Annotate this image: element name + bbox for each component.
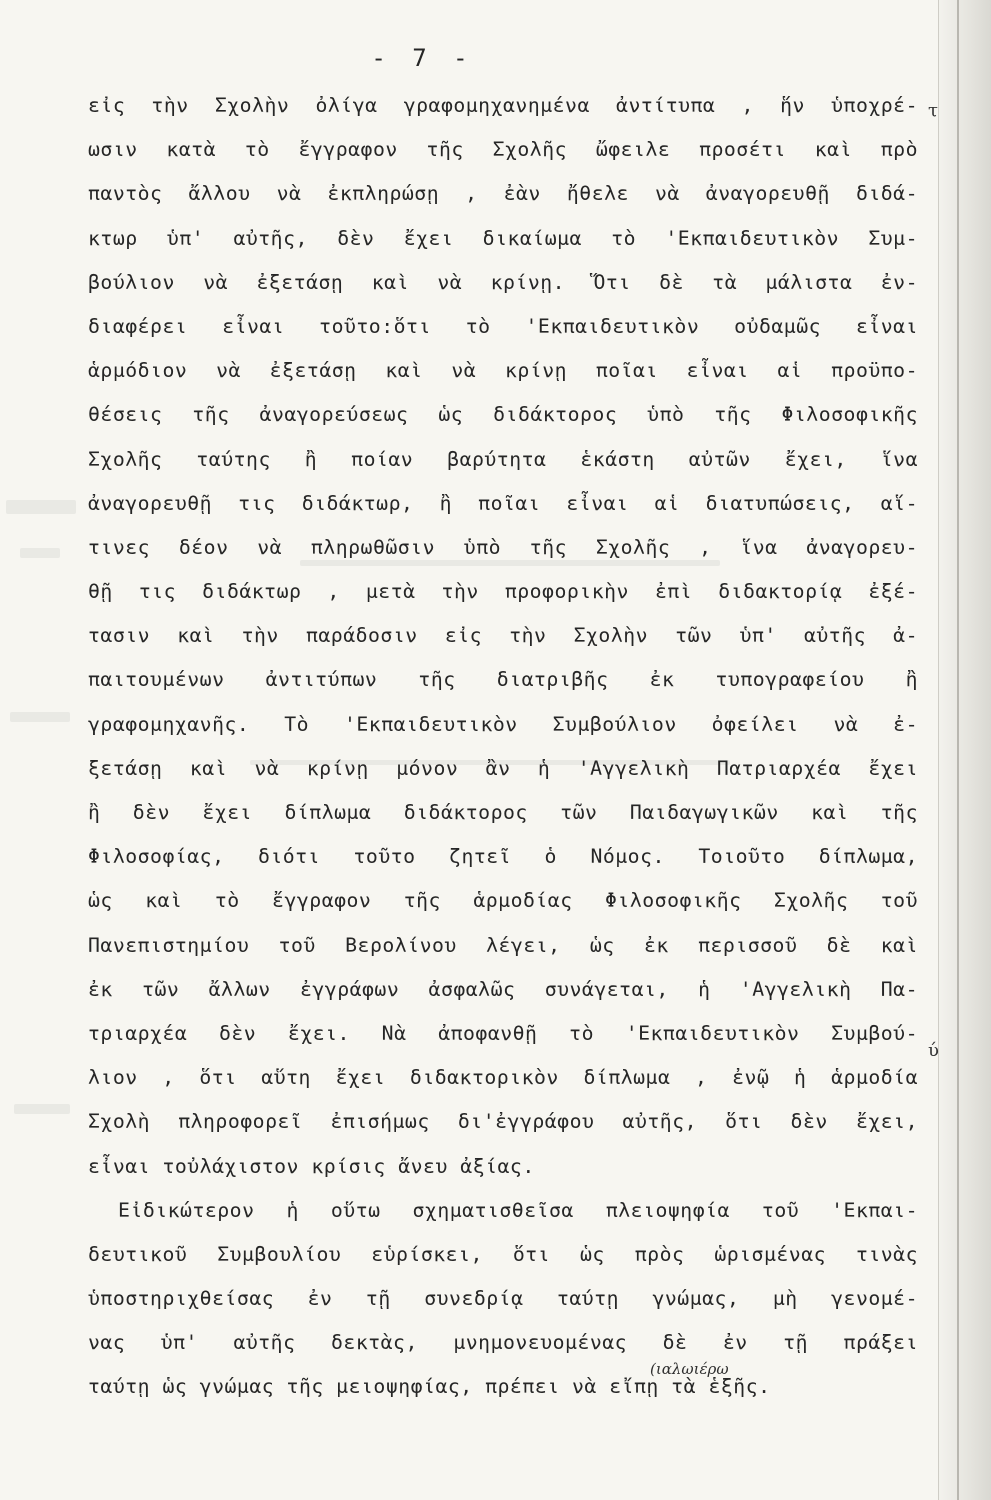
- text-line: θέσεις τῆς ἀναγορεύσεως ὡς διδάκτορος ὑπὸ τῆς Φιλοσοφικῆς: [88, 403, 918, 427]
- text-line: νας ὑπ' αὐτῆς δεκτὰς, μνημονευομένας δὲ ἐν τῇ πράξει: [88, 1331, 918, 1355]
- text-line: δευτικοῦ Συμβουλίου εὑρίσκει, ὅτι ὡς πρὸς ὡρισμένας τινὰς: [88, 1242, 918, 1266]
- text-line: λιον , ὅτι αὕτη ἔχει διδακτορικὸν δίπλωμα , ἐνῷ ἡ ἁρμοδία: [88, 1066, 918, 1090]
- text-line: ὡς καὶ τὸ ἔγγραφον τῆς ἁρμοδίας Φιλοσοφικῆς Σχολῆς τοῦ: [88, 889, 918, 913]
- text-line: Πανεπιστημίου τοῦ Βερολίνου λέγει, ὡς ἐκ περισσοῦ δὲ καὶ: [88, 933, 918, 957]
- text-line: Φιλοσοφίας, διότι τοῦτο ζητεῖ ὁ Νόμος. Τοιοῦτο δίπλωμα,: [88, 845, 918, 869]
- text-line: παντὸς ἄλλου νὰ ἐκπληρώσῃ , ἐὰν ἤθελε νὰ ἀναγορευθῇ διδά-: [88, 182, 918, 206]
- show-through-smudge: [14, 1104, 70, 1114]
- text-line: ἁρμόδιον νὰ ἐξετάσῃ καὶ νὰ κρίνῃ ποῖαι εἶναι αἱ προϋπο-: [88, 359, 918, 383]
- page-number: - 7 -: [371, 44, 474, 72]
- text-line: βούλιον νὰ ἐξετάσῃ καὶ νὰ κρίνῃ. Ὅτι δὲ τὰ μάλιστα ἐν-: [88, 270, 918, 294]
- text-line: ξετάσῃ καὶ νὰ κρίνῃ μόνον ἂν ἡ 'Αγγελικὴ Πατριαρχέα ἔχει: [88, 756, 918, 780]
- text-line: θῇ τις διδάκτωρ , μετὰ τὴν προφορικὴν ἐπὶ διδακτορίᾳ ἐξέ-: [88, 580, 918, 604]
- text-line: κτωρ ὑπ' αὐτῆς, δὲν ἔχει δικαίωμα τὸ 'Εκπαιδευτικὸν Συμ-: [88, 226, 918, 250]
- text-line: Εἰδικώτερον ἡ οὕτω σχηματισθεῖσα πλειοψηφία τοῦ 'Εκπαι-: [118, 1198, 918, 1222]
- body-text: [88, 84, 918, 1410]
- text-line: ταύτῃ ὡς γνώμας τῆς μειοψηφίας, πρέπει νὰ εἴπῃ τὰ ἑξῆς.: [88, 1375, 771, 1399]
- text-line: εἶναι τοὐλάχιστον κρίσις ἄνευ ἀξίας.: [88, 1154, 535, 1178]
- text-line: ὑποστηριχθείσας ἐν τῇ συνεδρίᾳ ταύτῃ γνώμας, μὴ γενομέ-: [88, 1287, 918, 1311]
- text-line: Σχολῆς ταύτης ἢ ποίαν βαρύτητα ἑκάστη αὐτῶν ἔχει, ἵνα: [88, 447, 918, 471]
- text-line: τριαρχέα δὲν ἔχει. Νὰ ἀποφανθῇ τὸ 'Εκπαιδευτικὸν Συμβού-: [88, 1021, 918, 1045]
- text-line: εἰς τὴν Σχολὴν ὀλίγα γραφομηχανημένα ἀντίτυπα , ἥν ὑποχρέ-: [88, 94, 918, 117]
- text-line: ἐκ τῶν ἄλλων ἐγγράφων ἀσφαλῶς συνάγεται, ἡ 'Αγγελικὴ Πα-: [88, 977, 918, 1001]
- binding-edge: [938, 0, 991, 1500]
- text-line: ωσιν κατὰ τὸ ἔγγραφον τῆς Σχολῆς ὤφειλε προσέτι καὶ πρὸ: [88, 138, 918, 162]
- text-line: διαφέρει εἶναι τοῦτο:ὅτι τὸ 'Εκπαιδευτικὸν οὐδαμῶς εἶναι: [88, 314, 918, 338]
- text-line: ἢ δὲν ἔχει δίπλωμα διδάκτορος τῶν Παιδαγωγικῶν καὶ τῆς: [88, 801, 918, 824]
- show-through-smudge: [6, 500, 76, 514]
- text-line: γραφομηχανῆς. Τὸ 'Εκπαιδευτικὸν Συμβούλιον ὀφείλει νὰ ἐ-: [88, 712, 918, 736]
- text-line: παιτουμένων ἀντιτύπων τῆς διατριβῆς ἐκ τυπογραφείου ἢ: [88, 668, 918, 692]
- show-through-smudge: [20, 548, 60, 558]
- text-line: τασιν καὶ τὴν παράδοσιν εἰς τὴν Σχολὴν τῶν ὑπ' αὐτῆς ἀ-: [88, 624, 918, 648]
- edge-mark: ύ: [928, 1040, 939, 1061]
- handwritten-annotation: (ιαλωιέρω: [650, 1360, 729, 1378]
- edge-mark: τ: [928, 100, 938, 121]
- text-line: ἀναγορευθῇ τις διδάκτωρ, ἢ ποῖαι εἶναι αἱ διατυπώσεις, αἵ-: [88, 491, 918, 515]
- text-line: Σχολὴ πληροφορεῖ ἐπισήμως δι'ἐγγράφου αὐτῆς, ὅτι δὲν ἔχει,: [88, 1110, 918, 1134]
- text-line: τινες δέον νὰ πληρωθῶσιν ὑπὸ τῆς Σχολῆς , ἵνα ἀναγορευ-: [88, 535, 918, 559]
- show-through-smudge: [10, 712, 70, 722]
